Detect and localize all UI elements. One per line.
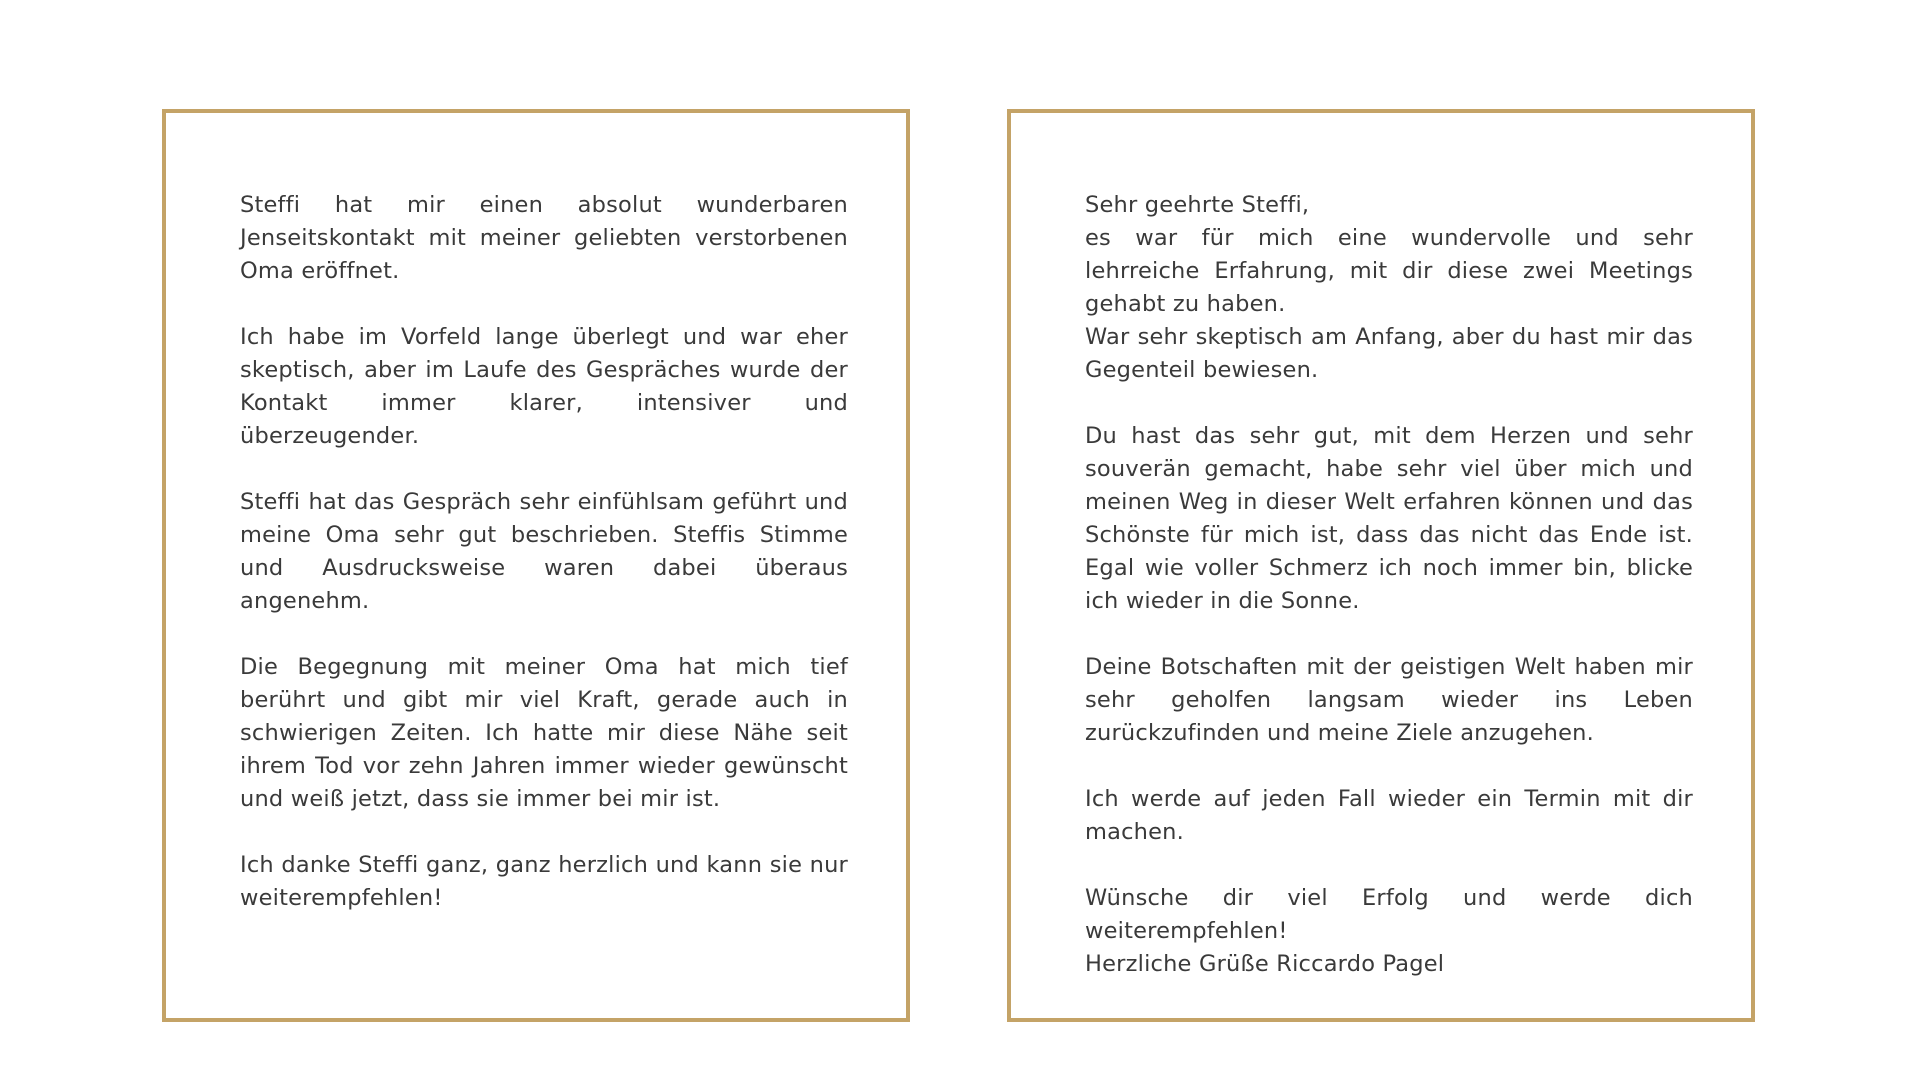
- letter-opening: [1085, 189, 1693, 387]
- letter-paragraph: es war für mich eine wundervolle und sehr lehrreiche Erfahrung, mit dir diese zwei Meetings gehabt zu haben.: [1085, 225, 1693, 317]
- testimonial-paragraph: Ich habe im Vorfeld lange überlegt und war eher skeptisch, aber im Laufe des Gespräches wurde der Kontakt immer klarer, intensiver und überzeugender.: [240, 324, 848, 449]
- testimonial-paragraph: Ich danke Steffi ganz, ganz herzlich und kann sie nur weiterempfehlen!: [240, 852, 848, 911]
- testimonial-card-left: [162, 109, 910, 1022]
- testimonial-paragraph: Die Begegnung mit meiner Oma hat mich tief berührt und gibt mir viel Kraft, gerade auch in schwierigen Zeiten. Ich hatte mir diese Nähe seit ihrem Tod vor zehn Jahren immer wieder gewünscht und weiß jetzt, dass sie immer bei mir ist.: [240, 654, 848, 812]
- testimonial-card-right: [1007, 109, 1755, 1022]
- letter-paragraph: Deine Botschaften mit der geistigen Welt haben mir sehr geholfen langsam wieder ins Leben zurückzufinden und meine Ziele anzugehen.: [1085, 654, 1693, 746]
- testimonial-text-left: [240, 189, 848, 915]
- testimonial-text-right: [1085, 189, 1693, 981]
- letter-paragraph: War sehr skeptisch am Anfang, aber du hast mir das Gegenteil bewiesen.: [1085, 324, 1693, 383]
- letter-greeting: Sehr geehrte Steffi,: [1085, 192, 1310, 218]
- letter-signature: Herzliche Grüße Riccardo Pagel: [1085, 951, 1445, 977]
- letter-closing-block: [1085, 882, 1693, 981]
- letter-closing: Wünsche dir viel Erfolg und werde dich weiterempfehlen!: [1085, 885, 1693, 944]
- testimonial-paragraph: Steffi hat mir einen absolut wunderbaren Jenseitskontakt mit meiner geliebten verstorbenen Oma eröffnet.: [240, 192, 848, 284]
- letter-paragraph: Du hast das sehr gut, mit dem Herzen und sehr souverän gemacht, habe sehr viel über mich und meinen Weg in dieser Welt erfahren können und das Schönste für mich ist, dass das nicht das Ende ist. Egal wie voller Schmerz ich noch immer bin, blicke ich wieder in die Sonne.: [1085, 423, 1693, 614]
- letter-paragraph: Ich werde auf jeden Fall wieder ein Termin mit dir machen.: [1085, 786, 1693, 845]
- testimonial-paragraph: Steffi hat das Gespräch sehr einfühlsam geführt und meine Oma sehr gut beschrieben. Steffis Stimme und Ausdrucksweise waren dabei überaus angenehm.: [240, 489, 848, 614]
